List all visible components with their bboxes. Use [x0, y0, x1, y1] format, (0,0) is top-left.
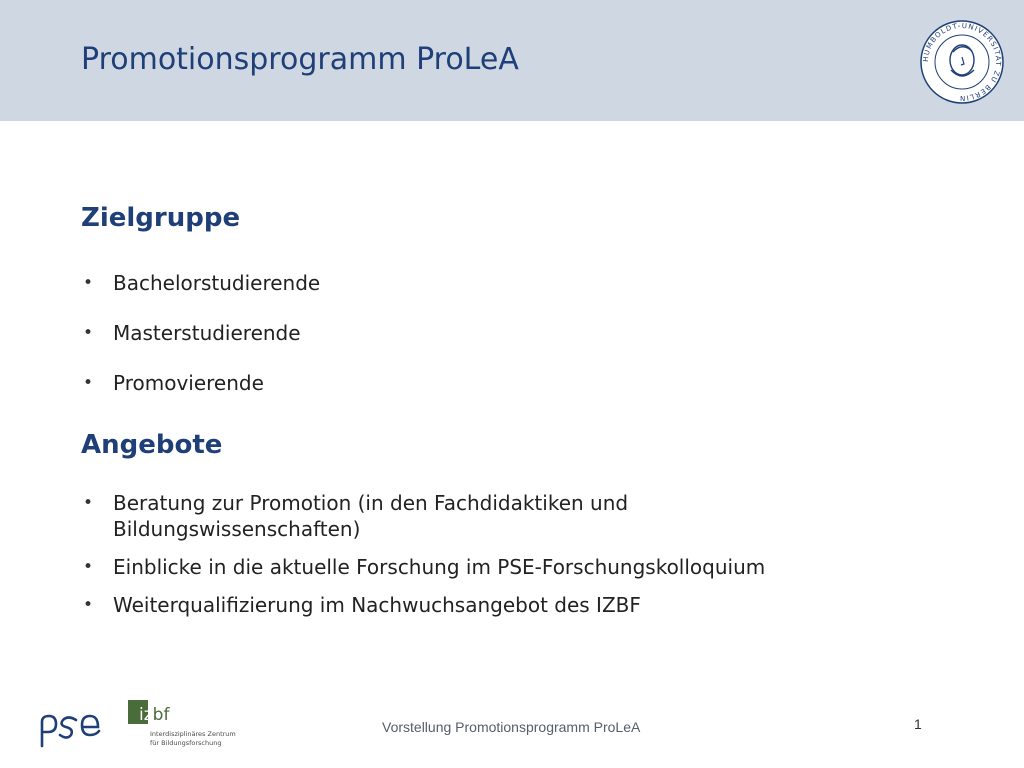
izbf-logo — [128, 700, 238, 748]
svg-text:izbf: izbf — [139, 705, 170, 725]
zielgruppe-list — [81, 270, 961, 396]
university-seal-icon — [920, 20, 1004, 104]
slide-title: Promotionsprogramm ProLeA — [81, 42, 519, 77]
list-item: • Promovierende — [81, 370, 961, 396]
pse-logo — [38, 712, 104, 748]
list-item: • Bachelorstudierende — [81, 270, 961, 296]
list-item: • Masterstudierende — [81, 320, 961, 346]
list-item: • Einblicke in die aktuelle Forschung im PSE-Forschungskolloquium — [81, 554, 961, 580]
section-heading-zielgruppe: Zielgruppe — [81, 203, 241, 233]
list-item: • Weiterqualifizierung im Nachwuchsangebot des IZBF — [81, 592, 961, 618]
list-item: • Beratung zur Promotion (in den Fachdidaktiken und Bildungswissenschaften) — [81, 490, 733, 542]
svg-text:HUMBOLDT-UNIVERSITÄT ZU BERLIN: HUMBOLDT-UNIVERSITÄT ZU BERLIN — [921, 21, 1003, 103]
section-heading-angebote: Angebote — [81, 430, 223, 460]
footer-text: Vorstellung Promotionsprogramm ProLeA — [382, 719, 641, 735]
header-bar — [0, 0, 1024, 121]
angebote-list — [81, 490, 961, 618]
svg-text:für Bildungsforschung: für Bildungsforschung — [150, 739, 222, 747]
svg-text:Interdisziplinäres Zentrum: Interdisziplinäres Zentrum — [150, 730, 236, 738]
page-number: 1 — [914, 716, 922, 732]
